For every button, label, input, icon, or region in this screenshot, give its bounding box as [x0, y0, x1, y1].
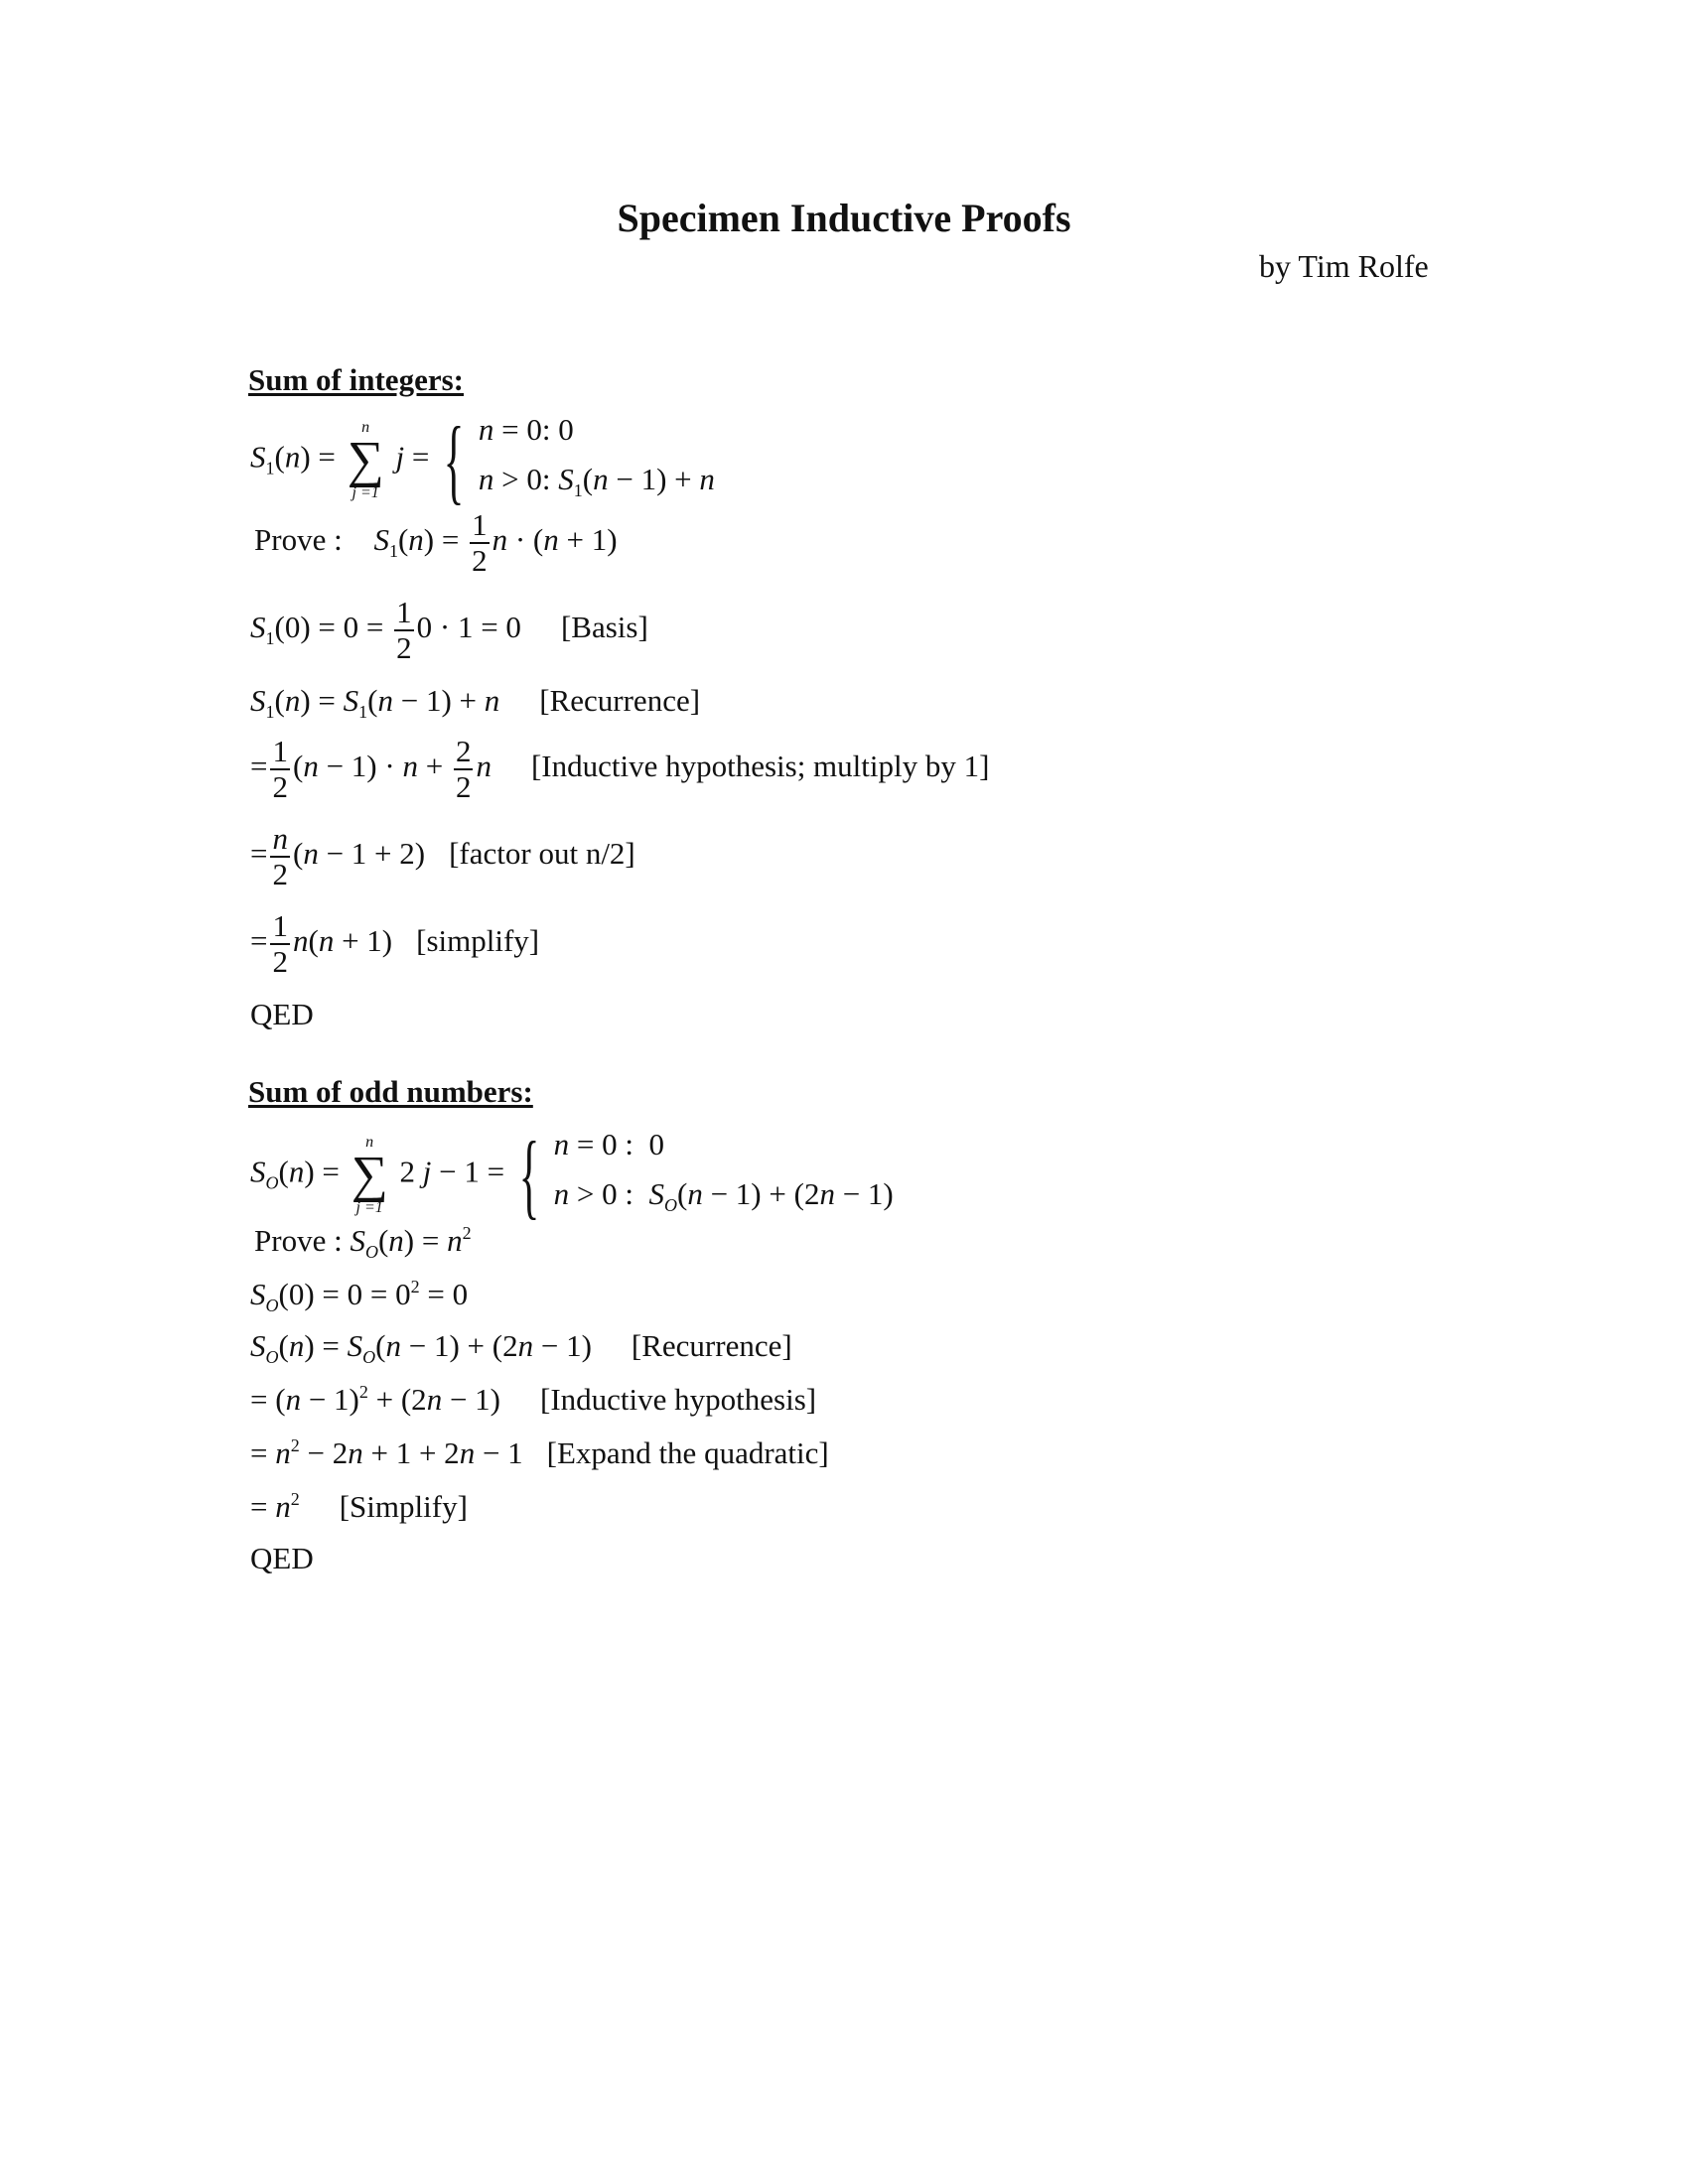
summation-sigma: n ∑ j =1	[351, 1133, 388, 1216]
expand-line-2: = $n^2 - 2n + 1 + 2n - 1$ [Expand the quadratic]	[250, 1435, 829, 1470]
basis-line-1: $S_1(0) = 0$ = $\frac{1}{2}$ 0 · 1 = 0 [Basis]	[250, 595, 648, 665]
simplify-line-1: = $\frac{1}{2}$ n(n + 1) [simplify]	[250, 908, 540, 979]
qed-2: QED	[250, 1541, 314, 1575]
cases-block: n = 0 : 0 n > 0 : $S_O(n - 1) + (2n - 1)$	[553, 1127, 894, 1215]
prove-statement-1: Prove : $S_1(n)$ = $\frac{1}{2}$ n · (n + 1)	[254, 507, 618, 578]
prove-statement-2: Prove : $S_O(n) = n^2$	[254, 1223, 472, 1262]
section-heading-sum-of-integers: Sum of integers:	[248, 362, 464, 397]
inductive-line-2: = $(n - 1)^2 + (2n - 1)$ [Inductive hypothesis]	[250, 1382, 817, 1417]
section-heading-sum-of-odd-numbers: Sum of odd numbers:	[248, 1074, 533, 1109]
definition-so: $S_O(n)$ = n ∑ j =1 2 j − 1 = { n = 0 : 0 n > 0 : $S_O(n - 1) + (2n - 1)$	[250, 1120, 894, 1230]
definition-s1: $S_1(n)$ = n ∑ j =1 j = { n = 0: 0 n > 0: $S_1(n - 1) + n$	[250, 405, 715, 515]
left-brace: {	[443, 406, 465, 513]
cases-block: n = 0: 0 n > 0: $S_1(n - 1) + n$	[478, 412, 715, 500]
author-byline: by Tim Rolfe	[1259, 248, 1429, 284]
summation-sigma: n ∑ j =1	[347, 418, 384, 501]
qed-1: QED	[250, 997, 314, 1031]
page-title: Specimen Inductive Proofs	[617, 196, 1071, 240]
inductive-line-1: = $\frac{1}{2}$ (n − 1) · n + $\frac{2}{2}$ n [Inductive hypothesis; multiply by 1]	[250, 734, 990, 804]
left-brace: {	[518, 1121, 540, 1228]
basis-line-2: $S_O(0) = 0 = 0^2 = 0$	[250, 1277, 469, 1315]
factor-line-1: = $\frac{n}{2}$ (n − 1 + 2) [factor out n/2]	[250, 821, 635, 891]
recurrence-line-1: $S_1(n) = S_1(n - 1) + n$ [Recurrence]	[250, 683, 701, 722]
recurrence-line-2: $S_O(n) = S_O(n - 1) + (2n - 1)$ [Recurrence]	[250, 1328, 792, 1367]
simplify-line-2: = $n^2$ [Simplify]	[250, 1489, 468, 1524]
